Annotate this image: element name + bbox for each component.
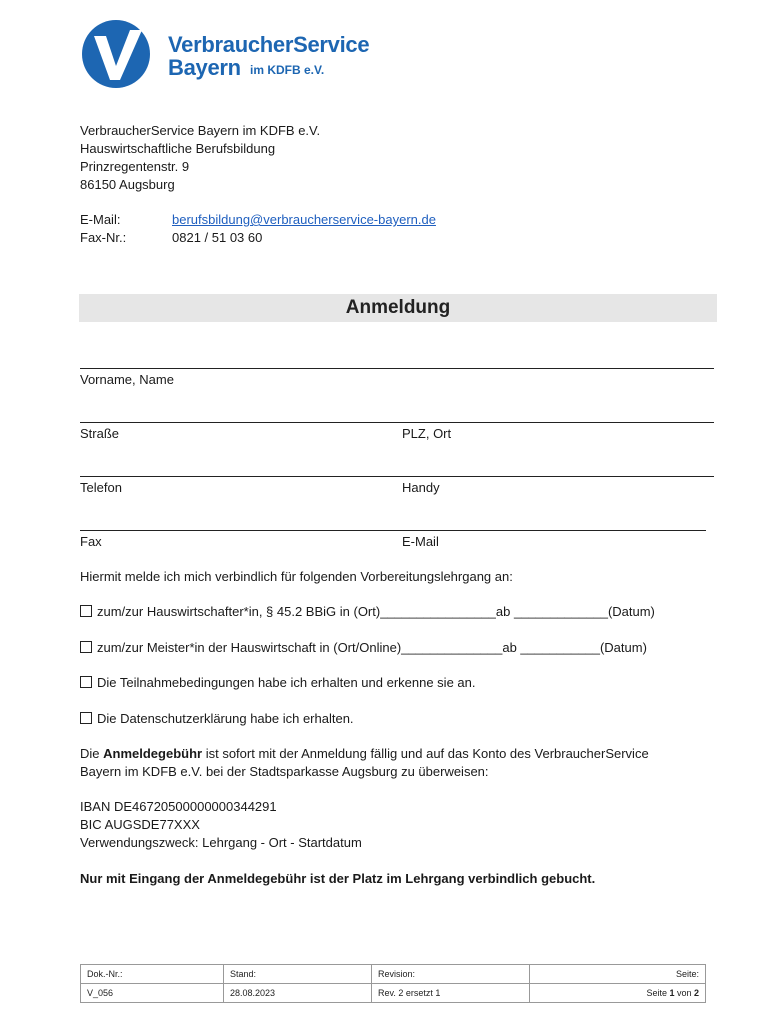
fee-text-line2: Bayern im KDFB e.V. bei der Stadtsparkasse Augsburg zu überweisen: bbox=[80, 764, 489, 779]
street-label: Straße bbox=[80, 426, 120, 441]
address-line-street: Prinzregentenstr. 9 bbox=[80, 159, 190, 174]
address-line-city: 86150 Augsburg bbox=[80, 177, 175, 192]
purpose-text: Verwendungszweck: Lehrgang - Ort - Startdatum bbox=[80, 835, 362, 850]
iban-text: IBAN DE46720500000000344291 bbox=[80, 799, 277, 814]
intro-text: Hiermit melde ich mich verbindlich für folgenden Vorbereitungslehrgang an: bbox=[80, 569, 513, 584]
footer-table bbox=[80, 964, 706, 1003]
revision-label: Revision: bbox=[372, 965, 530, 984]
email-link[interactable]: berufsbildung@verbraucherservice-bayern.de bbox=[172, 212, 436, 227]
phone-label: Telefon bbox=[80, 480, 122, 495]
name-label: Vorname, Name bbox=[80, 372, 174, 387]
page-title: Anmeldung bbox=[345, 297, 451, 318]
verbraucherservice-logo-icon bbox=[80, 18, 152, 90]
address-line-org: VerbraucherService Bayern im KDFB e.V. bbox=[80, 123, 321, 138]
fee-bold: Anmeldegebühr bbox=[103, 746, 203, 761]
page-mid: von bbox=[674, 988, 694, 998]
option-hauswirtschafter[interactable] bbox=[80, 603, 655, 621]
option-meister[interactable] bbox=[80, 639, 647, 657]
brand-name: VerbraucherService bbox=[168, 32, 370, 57]
page-number bbox=[530, 984, 706, 1003]
option-label: Die Teilnahmebedingungen habe ich erhalten und erkenne sie an. bbox=[97, 675, 476, 690]
option-label: zum/zur Meister*in der Hauswirtschaft in (Ort/Online)______________ab ___________(Datum) bbox=[97, 640, 647, 655]
booking-notice: Nur mit Eingang der Anmeldegebühr ist der Platz im Lehrgang verbindlich gebucht. bbox=[80, 871, 596, 886]
brand-region: Bayern bbox=[168, 55, 241, 80]
name-line[interactable] bbox=[80, 368, 714, 369]
option-label: zum/zur Hauswirtschafter*in, § 45.2 BBiG in (Ort)________________ab _____________(Datum) bbox=[97, 604, 655, 619]
street-plz-line[interactable] bbox=[80, 422, 714, 423]
fee-rest: ist sofort mit der Anmeldung fällig und auf das Konto des VerbraucherService bbox=[202, 746, 649, 761]
email-label: E-Mail: bbox=[80, 212, 121, 227]
page-label: Seite: bbox=[530, 965, 706, 984]
title-bar bbox=[79, 294, 717, 322]
checkbox-icon[interactable] bbox=[80, 641, 92, 653]
checkbox-icon[interactable] bbox=[80, 676, 92, 688]
page-total: 2 bbox=[693, 988, 699, 998]
stand-date: 28.08.2023 bbox=[224, 984, 372, 1003]
fee-prefix: Die bbox=[80, 746, 104, 761]
checkbox-icon[interactable] bbox=[80, 605, 92, 617]
fax-email-line[interactable] bbox=[80, 530, 706, 531]
brand-suffix: im KDFB e.V. bbox=[250, 63, 325, 77]
checkbox-icon[interactable] bbox=[80, 712, 92, 724]
page-prefix: Seite bbox=[646, 988, 670, 998]
fee-text-line1 bbox=[80, 745, 649, 763]
plz-label: PLZ, Ort bbox=[402, 426, 452, 441]
revision-value: Rev. 2 ersetzt 1 bbox=[372, 984, 530, 1003]
doc-number: V_056 bbox=[81, 984, 224, 1003]
bic-text: BIC AUGSDE77XXX bbox=[80, 817, 200, 832]
mobile-label: Handy bbox=[402, 480, 440, 495]
phone-line[interactable] bbox=[80, 476, 714, 477]
fax-field-label: Fax bbox=[80, 534, 102, 549]
option-label: Die Datenschutzerklärung habe ich erhalten. bbox=[97, 711, 354, 726]
email-field-label: E-Mail bbox=[402, 534, 439, 549]
stand-label: Stand: bbox=[224, 965, 372, 984]
fax-number: 0821 / 51 03 60 bbox=[172, 230, 263, 245]
option-datenschutz[interactable] bbox=[80, 710, 354, 728]
address-line-dept: Hauswirtschaftliche Berufsbildung bbox=[80, 141, 276, 156]
doc-label: Dok.-Nr.: bbox=[81, 965, 224, 984]
page-current: 1 bbox=[669, 988, 675, 998]
fax-label: Fax-Nr.: bbox=[80, 230, 127, 245]
option-teilnahmebedingungen[interactable] bbox=[80, 674, 476, 692]
